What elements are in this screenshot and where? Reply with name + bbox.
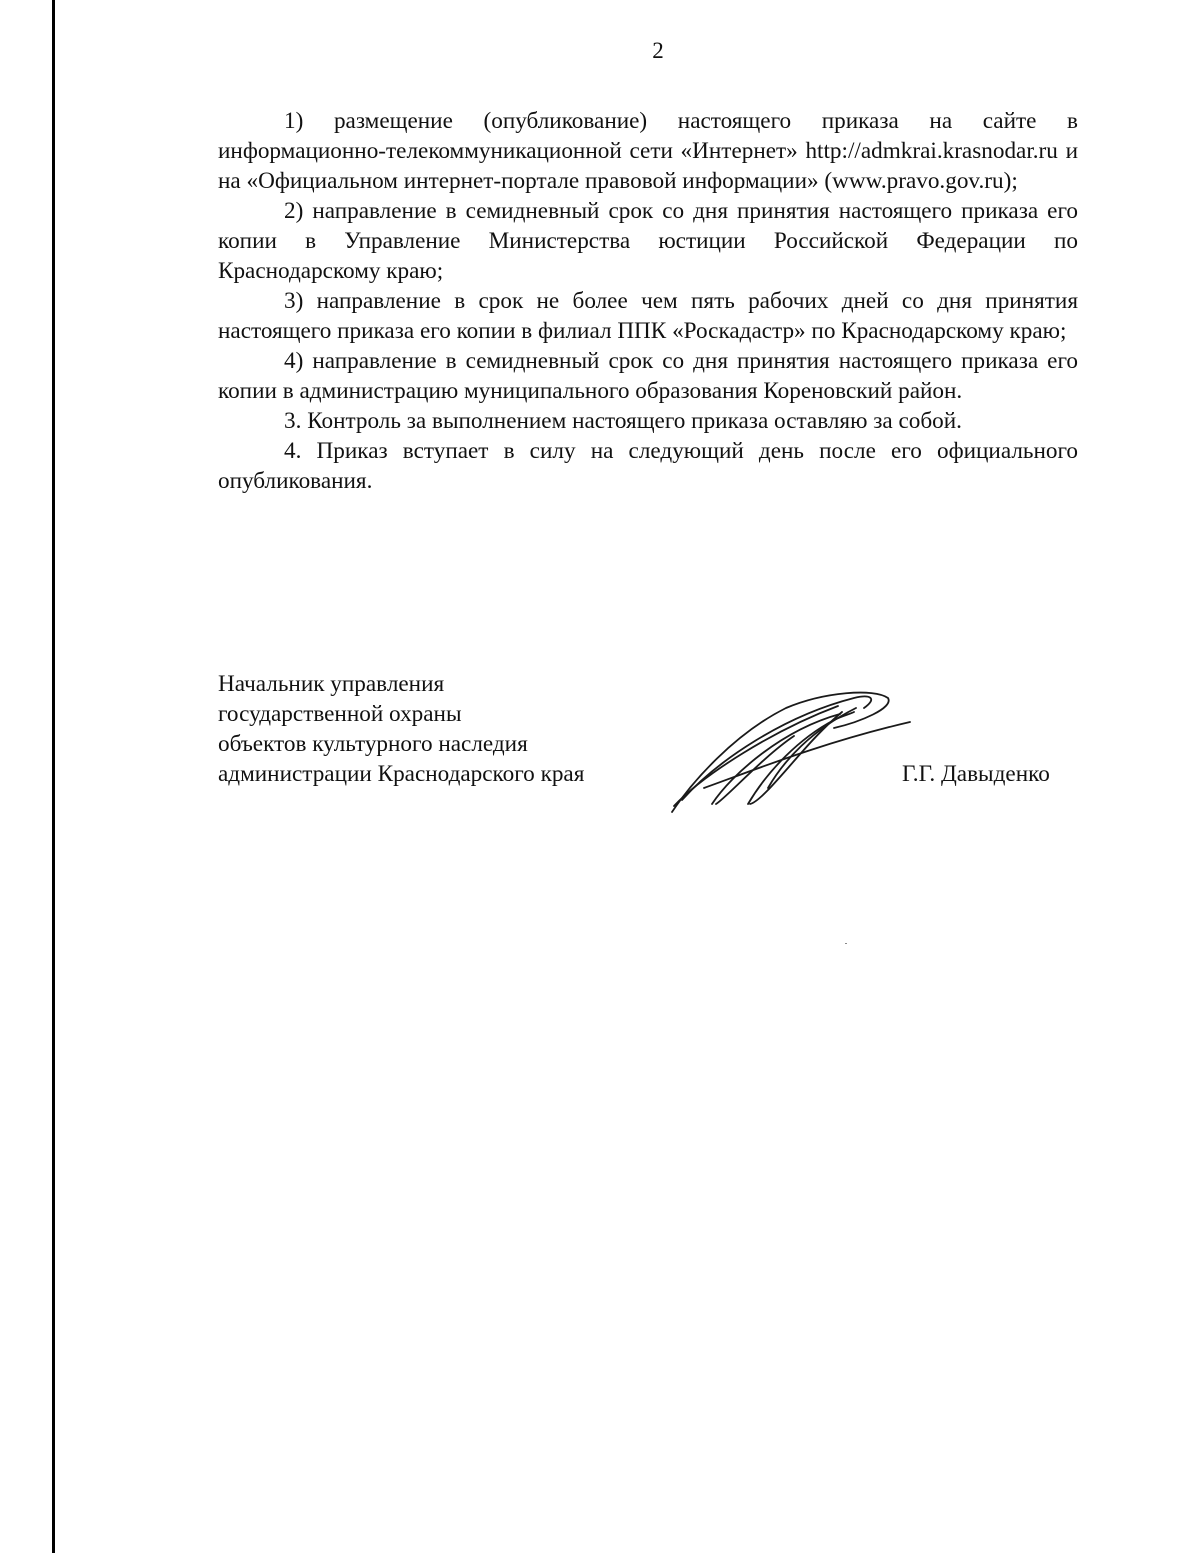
scan-speck xyxy=(845,943,847,944)
paragraph-1: 1) размещение (опубликование) настоящего приказа на сайте в информационно-телекоммуникационной сети «Интернет» http://admkrai.krasnodar.ru и на «Официальном интернет-портале правовой информации» (www.pravo.gov.ru); xyxy=(218,108,1078,194)
position-line-1: Начальник управления xyxy=(218,671,445,697)
position-line-2: государственной охраны xyxy=(218,701,462,727)
paragraph-4: 4) направление в семидневный срок со дня принятия настоящего приказа его копии в администрацию муниципального образования Кореновский район. xyxy=(218,348,1078,404)
position-line-3: объектов культурного наследия xyxy=(218,731,528,757)
page-left-edge xyxy=(52,0,55,1553)
page-number: 2 xyxy=(652,38,664,63)
paragraph-2: 2) направление в семидневный срок со дня принятия настоящего приказа его копии в Управление Министерства юстиции Российской Федерации по Краснодарскому краю; xyxy=(218,198,1078,284)
paragraph-5: 3. Контроль за выполнением настоящего приказа оставляю за собой. xyxy=(284,408,962,434)
paragraph-6: 4. Приказ вступает в силу на следующий день после его официального опубликования. xyxy=(218,438,1078,494)
document-body xyxy=(218,106,1078,496)
signatory-position xyxy=(218,669,584,789)
position-line-4: администрации Краснодарского края xyxy=(218,761,585,787)
handwritten-signature xyxy=(664,686,914,820)
signatory-name: Г.Г. Давыденко xyxy=(902,761,1050,787)
paragraph-3: 3) направление в срок не более чем пять рабочих дней со дня принятия настоящего приказа его копии в филиал ППК «Роскадастр» по Краснодарскому краю; xyxy=(218,288,1078,344)
